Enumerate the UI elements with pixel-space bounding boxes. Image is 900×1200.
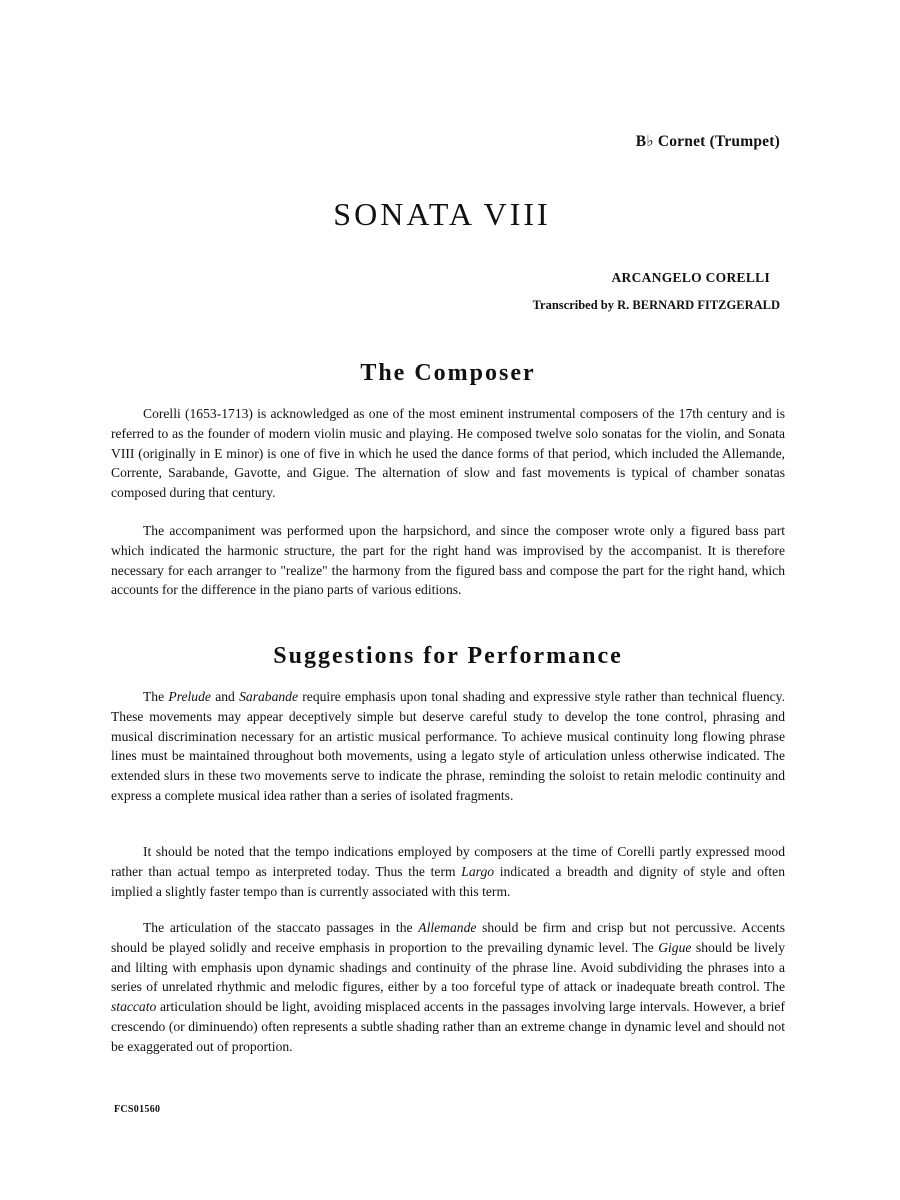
composer-paragraph-1: Corelli (1653-1713) is acknowledged as one of the most eminent instrumental composers of the 17th century and is referred to as the founder of modern violin music and playing. He composed twelve solo sonatas for the violin, and Sonata VIII (originally in E minor) is one of five in which he used the dance forms of that period, which included the Allemande, Corrente, Sarabande, Gavotte, and Gigue. The alternation of slow and fast movements is typical of chamber sonatas composed during that century.	[111, 406, 785, 501]
text-run: require emphasis upon tonal shading and expressive style rather than technical fluency. These movements may appear deceptively simple but deserve careful study to develop the tone control, phrasing and musical discrimination necessary for an artistic musical performance. To achieve musical continuity long flowing phrase lines must be maintained throughout both movements, using a legato style of articulation unless otherwise indicated. The extended slurs in these two movements serve to indicate the phrase, reminding the soloist to retain melodic continuity and express a complete musical idea rather than a series of isolated fragments.	[111, 689, 785, 803]
performance-paragraph-3	[111, 918, 785, 1057]
performance-paragraph-1	[111, 687, 785, 806]
text-run: indicated a breadth and dignity of style and often implied a slightly faster tempo than is currently associated with this term.	[111, 863, 786, 899]
text-run: should be lively and lilting with emphasis upon dynamic shadings and continuity of the phrase line. Avoid subdividing the phrases into a series of unrelated rhythmic and melodic figures, either by a too forceful type of attack or inadequate breath control. The	[111, 939, 785, 995]
text-run: should be firm and crisp but not percussive. Accents should be played solidly and receive emphasis in proportion to the prevailing dynamic level. The	[111, 920, 785, 955]
performance-paragraph-2	[111, 842, 785, 901]
italic-term: Allemande	[418, 920, 477, 935]
section-heading-composer: The Composer	[360, 360, 536, 386]
composer-paragraph-2: The accompaniment was performed upon the harpsichord, and since the composer wrote only a figured bass part which indicated the harmonic structure, the part for the right hand was improvised by the accompanist. It is therefore necessary for each arranger to "realize" the harmony from the figured bass and compose the part for the right hand, which accounts for the difference in the piano parts of various editions.	[111, 523, 785, 598]
text-run: articulation should be light, avoiding misplaced accents in the passages involving large intervals. However, a brief crescendo (or diminuendo) often represents a subtle shading rather than an extreme change in dynamic level and should not be exaggerated out of proportion.	[111, 999, 785, 1054]
italic-term: staccato	[111, 999, 157, 1015]
text-run: It should be noted that the tempo indications employed by composers at the time of Corelli partly expressed mood rather than actual tempo as interpreted today. Thus the term	[111, 844, 785, 879]
section-heading-performance: Suggestions for Performance	[273, 643, 623, 669]
composer-credit: ARCANGELO CORELLI	[611, 270, 770, 285]
text-run: The articulation of the staccato passages in the	[143, 920, 419, 935]
italic-term: Largo	[461, 863, 495, 879]
catalog-code: FCS01560	[114, 1104, 161, 1115]
text-run: and	[210, 689, 240, 704]
text-run: The	[143, 689, 169, 704]
instrument-label: B♭ Cornet (Trumpet)	[635, 133, 780, 150]
page-title: SONATA VIII	[333, 196, 551, 232]
italic-term: Sarabande	[239, 689, 298, 704]
transcriber-credit: Transcribed by R. BERNARD FITZGERALD	[532, 298, 780, 312]
italic-term: Gigue	[658, 939, 692, 955]
italic-term: Prelude	[168, 689, 211, 704]
